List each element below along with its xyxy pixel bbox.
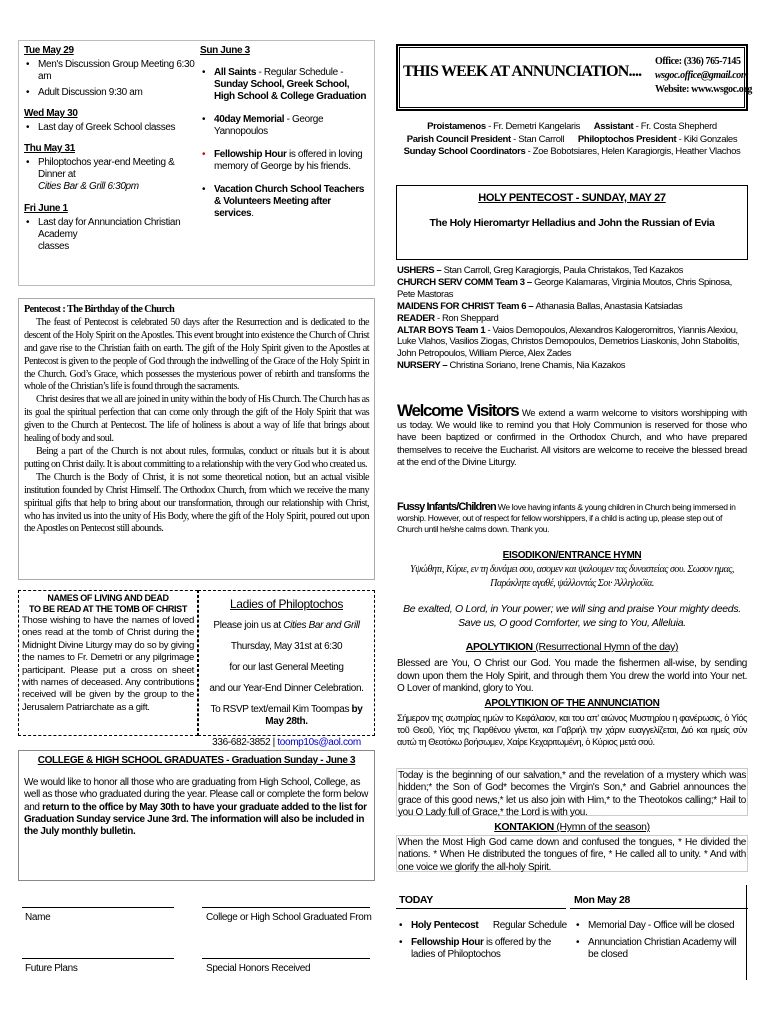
staff-row: Proistamenos - Fr. Demetri Kangelaris Assistant - Fr. Costa Shepherd [427, 121, 717, 132]
schedule-list-wed [24, 122, 196, 134]
welcome-section [397, 401, 747, 469]
graduates-notice [18, 750, 375, 881]
annunciation-title: APOLYTIKION OF THE ANNUNCIATION [484, 698, 660, 709]
duty-row: READER - Ron Sheppard [397, 312, 499, 324]
form-line-plans [22, 958, 174, 959]
graduates-title: COLLEGE & HIGH SCHOOL GRADUATES - Graduation Sunday - June 3 [37, 755, 356, 766]
list-item: • Last day for Annunciation Christian Academy classes [26, 217, 181, 252]
list-item: • Fellowship Hour is offered in loving memory of George by his friends. [202, 149, 363, 172]
list-item: • Annunciation Christian Academy will be closed [576, 936, 737, 960]
list-item: • Holy Pentecost Regular Schedule [399, 920, 567, 931]
article-title: Pentecost : The Birthday of the Church [24, 304, 175, 315]
ladies-line4: and our Year-End Dinner Celebration. [209, 683, 364, 694]
monday-rule [570, 908, 748, 909]
schedule-list-tue [24, 59, 196, 99]
form-line-college [202, 907, 370, 908]
office-email: wsgoc.office@gmail.com [655, 70, 749, 81]
eisodikon-title: EISODIKON/ENTRANCE HYMN [502, 550, 642, 561]
today-list [397, 920, 567, 962]
list-item: • Philoptochos year-end Meeting & Dinner at Cities Bar & Grill 6:30pm [26, 157, 175, 192]
ladies-line2: Thursday, May 31st at 6:30 [230, 641, 343, 652]
duty-row: CHURCH SERV COMM Team 3 – George Kalamaras, Virginia Moutos, Chris Spinosa, Pete Mastoras [397, 276, 732, 300]
names-subtitle: TO BE READ AT THE TOMB OF CHRIST [29, 604, 187, 614]
duty-row: MAIDENS FOR CHRIST Team 6 – Athanasia Ballas, Anastasia Katsiadas [397, 300, 683, 312]
form-label-honors: Special Honors Received [206, 963, 311, 974]
ladies-notice [198, 590, 375, 748]
schedule-list-thu [24, 157, 196, 193]
monday-heading: Mon May 28 [574, 894, 631, 906]
kontakion-heading: KONTAKION (Hymn of the season) [494, 821, 650, 833]
article-paragraph: Being a part of the Church is not about rules, formulas, conduct or rituals but it is about putting on Christ daily. It is about committing to a relationship with the very God who created us. [24, 445, 369, 470]
schedule-list-fri [24, 217, 196, 253]
staff-row: Sunday School Coordinators - Zoe Bobotsiares, Helen Karagiorgis, Heather Vlachos [403, 146, 741, 157]
schedule-right-column [200, 45, 372, 220]
list-item: • Adult Discussion 9:30 am [26, 87, 143, 98]
eisodikon-english: Be exalted, O Lord, in Your power; we will sing and praise Your mighty deeds. Save us, O good Comforter, we sing to You, Alleluia. [403, 603, 741, 629]
schedule-left-column [24, 45, 196, 253]
list-item: • Memorial Day - Office will be closed [576, 920, 735, 931]
feast-saints: The Holy Hieromartyr Helladius and John the Russian of Evia [429, 217, 715, 229]
form-line-name [22, 907, 174, 908]
ladies-line3: for our last General Meeting [229, 662, 344, 673]
names-title: NAMES OF LIVING AND DEAD [47, 593, 169, 603]
welcome-title: Welcome Visitors [397, 401, 519, 420]
ladies-title: Ladies of Philoptochos [229, 597, 344, 611]
article-paragraph: The Church is the Body of Christ, it is not some theoretical notion, but an actual visible institution founded by Christ Himself. The Orthodox Church, from which we receive the many spiritual gifts that help to bring about our transformation, through our relationship with Christ, who has invited us into the unity of His Body, where the gift of the Holy Spirit, poured out upon the Apostles on Pentecost still abounds. [24, 471, 369, 535]
office-website: Website: www.wsgoc.org [655, 84, 753, 95]
fussy-body: We love having infants & young children in Church being immersed in worship. However, out of respect for fellow worshippers, if a child is acting up, please step out of Church until he/she calms down. Thank you. [397, 502, 736, 535]
list-item: • Fellowship Hour is offered by the ladies of Philoptochos [399, 936, 551, 960]
apolytikion-heading: APOLYTIKION (Resurrectional Hymn of the day) [465, 641, 679, 653]
ladies-contact: 336-682-3852 | toomp10s@aol.com [212, 737, 361, 748]
today-heading: TODAY [399, 894, 433, 906]
list-item: • Last day of Greek School classes [26, 122, 176, 133]
duty-row: ALTAR BOYS Team 1 - Vaios Demopoulos, Alexandros Kalogeromitros, Yiannis Alexiou, Luke Vlahos, Vasilios Ziogas, Christos Demopoulos, Demetrios Liaskonis, John Stabolitis, John Petropoulos, William Pierce, Alex Zades [397, 324, 740, 360]
schedule-heading-wed: Wed May 30 [24, 108, 78, 119]
schedule-heading-fri: Fri June 1 [24, 203, 68, 214]
page-title: THIS WEEK AT ANNUNCIATION.... [403, 63, 642, 80]
fussy-title: Fussy Infants/Children [397, 501, 496, 513]
duties-list [397, 265, 747, 372]
form-line-honors [202, 958, 370, 959]
schedule-heading-thu: Thu May 31 [24, 143, 75, 154]
list-item: • All Saints - Regular Schedule - Sunday School, Greek School, High School & College Graduation [202, 67, 367, 102]
apolytikion-text: Blessed are You, O Christ our God. You made the fishermen all-wise, by sending down upon them the Holy Spirit, and through them You drew the world into Your net. O Lover of mankind, glory to You. [397, 658, 747, 695]
schedule-heading-sun: Sun June 3 [200, 45, 250, 56]
article-paragraph: The feast of Pentecost is celebrated 50 days after the Resurrection and is dedicated to the descent of the Holy Spirit on the Apostles. This event brought into existence the Church of Christ and gave rise to the Christian faith on earth. The gift of the Holy Spirit given to the Apostles at Pentecost is given to the people of God through the indwelling of the Grace of the Holy Spirit in the Church. God’s Grace, which possesses the mysterious power of rebirth and transforms the whole of the Christian’s life is found through the sacraments. [24, 316, 369, 393]
list-item: • Men's Discussion Group Meeting 6:30 am [26, 59, 195, 82]
article-paragraph: Christ desires that we all are joined in unity within the body of His Church. The Church has as its goal the spiritual perfection that can come only through the gift of the Holy Spirit that was given to the Church at Pentecost. The life of holiness is about a way of life that brings about healing of body and soul. [24, 394, 369, 445]
today-rule [396, 908, 566, 909]
feast-title: HOLY PENTECOST - SUNDAY, MAY 27 [478, 192, 666, 204]
schedule-list-sun [200, 67, 372, 220]
annunciation-greek: Σήμερον της σωτηρίας ημών το Κεφάλαιον, και του απ' αιώνος Μυστηρίου η φανέρωσις, ὁ Υἱός τοῦ Θεοῦ, Υἱός της Παρθένου γίνεται, και Γαβριήλ την χάριν ευαγγελίζεται, Διό και ημείς σύν αυτώ τη Θεοτόκω βοήσωμεν, Χαίρε Κεχαριτωμένη, ὁ Κύριος μετά σού. [397, 713, 747, 748]
list-item: • 40day Memorial - George Yannopoulos [202, 114, 324, 137]
form-label-plans: Future Plans [25, 963, 78, 974]
fussy-section [397, 502, 747, 536]
names-notice [18, 590, 198, 736]
graduates-body: We would like to honor all those who are graduating from High School, College, as well as those who graduated during the year. Please call or complete the form below and return to the office by May 30th to have your graduate added to the list for Graduation Sunday service June 3rd. The information will also be included in the July monthly bulletin. [24, 777, 368, 838]
schedule-heading-tue: Tue May 29 [24, 45, 74, 56]
email-link[interactable]: toomp10s@aol.com [277, 737, 361, 748]
bottom-divider [746, 885, 747, 980]
staff-list [396, 121, 748, 159]
welcome-body: We extend a warm welcome to visitors worshipping with us today. We would like to remind you that Holy Communion is reserved for those who have been baptized or confirmed in the Orthodox Church, and who have prepared themselves to receive the Eucharist. All visitors are welcome to receive the blessed bread at the end of the Divine Liturgy. [397, 408, 747, 468]
annunciation-english: Today is the beginning of our salvation,* and the revelation of a mystery which was hidden;* the Son of God* becomes the Virgin's Son,* and Gabriel announces the grace of this good news,* let us also join with Him,* to the Theotokos calling;* Hail to you O Lady full of Grace,* the Lord is with you. [398, 770, 746, 819]
form-label-college: College or High School Graduated From [206, 912, 372, 923]
duty-row: NURSERY – Christina Soriano, Irene Chamis, Nia Kazakos [397, 360, 626, 372]
duty-row: USHERS – Stan Carroll, Greg Karagiorgis, Paula Christakos, Ted Kazakos [397, 265, 684, 276]
staff-row: Parish Council President - Stan Carroll Philoptochos President - Kiki Gonzales [406, 133, 738, 145]
kontakion-text: When the Most High God came down and confused the tongues, * He divided the nations. * When He distributed the tongues of fire, * He called all to unity. * And with one voice we glorify the all-holy Spirit. [398, 837, 746, 873]
pentecost-article [18, 298, 375, 580]
form-label-name: Name [25, 912, 51, 923]
names-body: Those wishing to have the names of loved ones read at the tomb of Christ during the Midnight Divine Liturgy may do so by giving the names to Fr. Demetri or any pilgrimage participant. Please put a cross on sheet with names of deceased. Any contributions received will be given by the group to the Jerusalem Patriarchate as a gift. [22, 615, 194, 713]
ladies-line5: To RSVP text/email Kim Toompas by May 28th. [210, 704, 363, 727]
office-contact [655, 55, 752, 97]
ladies-line1: Please join us at Cities Bar and Grill [213, 620, 360, 631]
monday-list [574, 920, 744, 962]
office-phone: Office: (336) 765-7145 [655, 56, 741, 67]
list-item: • Vacation Church School Teachers & Volunteers Meeting after services. [202, 184, 365, 219]
eisodikon-greek: Υψώθητι, Κύριε, εν τη δυνάμει σου, ασομεν και ψαλουμεν τας δυναστείας σου. Σωσον ημας, Παράκλητε αγαθέ, ψάλλοντάς Σοι· Ἀλληλούϊα. [410, 564, 734, 589]
